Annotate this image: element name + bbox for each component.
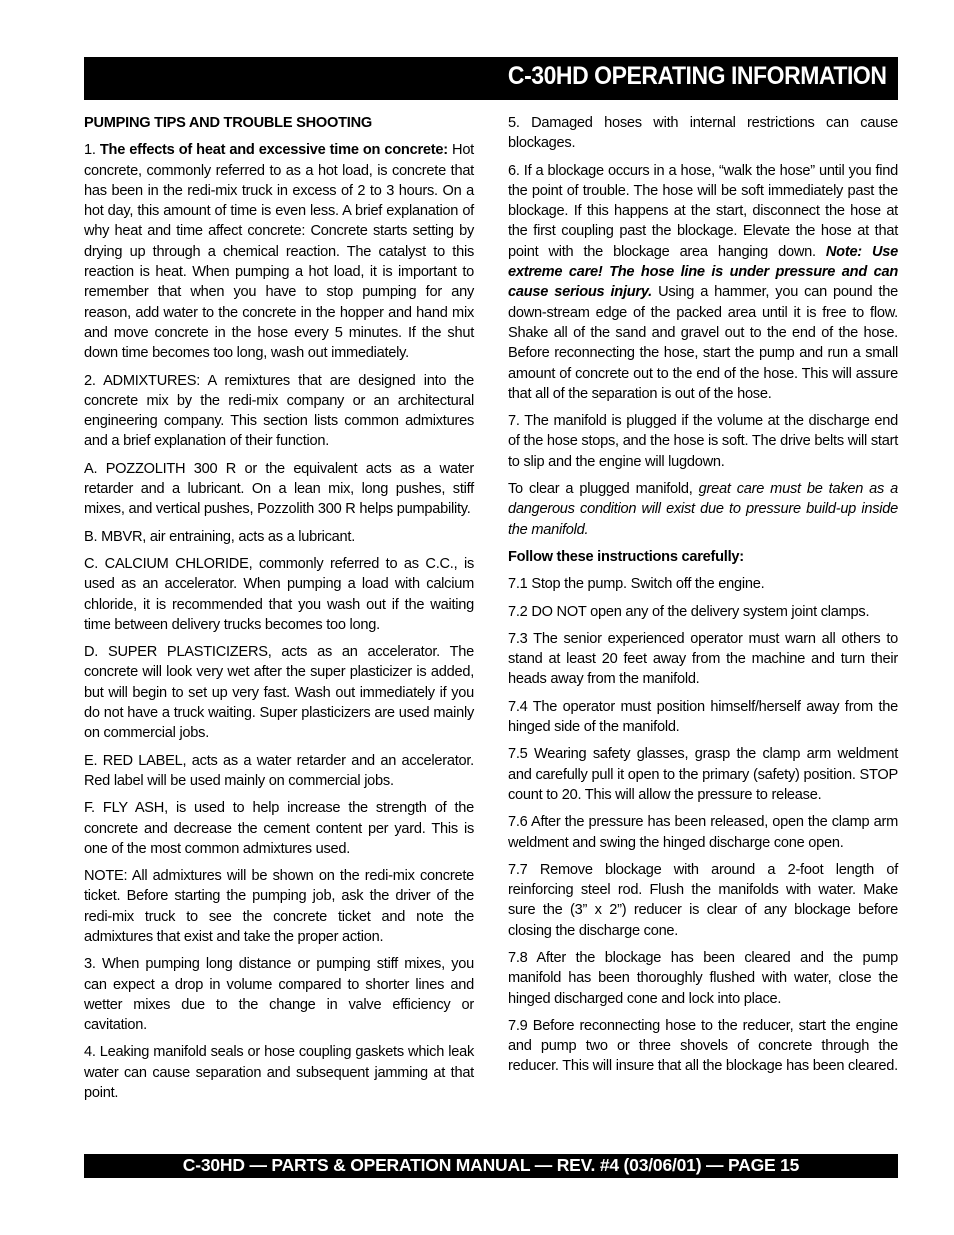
paragraph-clear-manifold	[508, 479, 898, 540]
page-footer: C-30HD — PARTS & OPERATION MANUAL — REV. #4 (03/06/01) — PAGE 15	[182, 1155, 800, 1175]
paragraph-2: 2. ADMIXTURES: A remixtures that are designed into the concrete mix by the redi-mix company or an architectural engineering company. This section lists common admixtures and a brief explanation of their function.	[84, 372, 474, 450]
section-title: PUMPING TIPS AND TROUBLE SHOOTING	[84, 115, 372, 131]
paragraph-1	[84, 140, 474, 363]
paragraph-c: C. CALCIUM CHLORIDE, commonly referred to as C.C., is used as an accelerator. When pumping a load with calcium chloride, it is recommended that you wash out if the waiting time between delivery trucks becomes too long.	[84, 555, 474, 633]
page-header-bar	[84, 57, 898, 100]
step-7-3: 7.3 The senior experienced operator must warn all others to stand at least 20 feet away from the machine and turn their heads away from the manifold.	[508, 630, 898, 688]
paragraph-6-end: Using a hammer, you can pound the down-stream edge of the packed area until it is free to flow. Shake all of the sand and gravel out to the end of the hose. Before reconnecting the hose, start the pump and run a small amount of concrete out to the end of the hose. This will assure that all of the separation is out of the hose.	[508, 284, 898, 402]
paragraph-1-number: 1.	[84, 142, 100, 159]
paragraph-a: A. POZZOLITH 300 R or the equivalent acts as a water retarder and a lubricant. On a lean mix, long pushes, stiff mixes, and vertical pushes, Pozzolith 300 R helps pumpability.	[84, 460, 474, 518]
paragraph-6-start: 6. If a blockage occurs in a hose, “walk the hose” until you find the point of trouble. The hose will be soft immediately past the blockage. If this happens at the start, disconnect the hose at the first coupling past the blockage. Elevate the hose at that point with the blockage area hanging down.	[508, 162, 898, 260]
paragraph-e: E. RED LABEL, acts as a water retarder and an accelerator. Red label will be used mainly on commercial jobs.	[84, 752, 474, 789]
paragraph-d: D. SUPER PLASTICIZERS, acts as an accelerator. The concrete will look very wet after the super plasticizer is added, but will begin to set up very fast. Wash out immediately if you do not have a truck waiting. Super plasticizers are used mainly on commercial jobs.	[84, 644, 474, 742]
paragraph-6	[508, 161, 898, 405]
paragraph-5: 5. Damaged hoses with internal restrictions can cause blockages.	[508, 115, 898, 152]
left-column	[84, 113, 474, 1110]
paragraph-1-body: Hot concrete, commonly referred to as a hot load, is concrete that has been in the redi-mix truck in excess of 2 to 3 hours. On a hot day, this amount of time is even less. A brief explanation of why heat and time affect concrete: Concrete starts setting by drying up through a chemical reaction. The catalyst to this reaction is heat. When pumping a hot load, it is important to remember that when you have to stop pumping for any reason, add water to the concrete in the hopper and hand mix and move concrete in the hose every 5 minutes. If the shut down time becomes too long, wash out immediately.	[84, 142, 474, 362]
paragraph-7: 7. The manifold is plugged if the volume at the discharge end of the hose stops, and the hose is soft. The drive belts will start to slip and the engine will lugdown.	[508, 413, 898, 470]
step-7-7: 7.7 Remove blockage with around a 2-foot length of reinforcing steel rod. Flush the manifolds with water. Make sure the (3” x 2”) reducer is clear of any blockage before closing the discharge cone.	[508, 861, 898, 939]
step-7-4: 7.4 The operator must position himself/herself away from the hinged side of the manifold.	[508, 698, 898, 736]
step-7-1: 7.1 Stop the pump. Switch off the engine.	[508, 576, 765, 593]
paragraph-b: B. MBVR, air entraining, acts as a lubricant.	[84, 528, 356, 545]
step-7-8: 7.8 After the blockage has been cleared and the pump manifold has been thoroughly flushed with water, close the hinged discharged cone and lock into place.	[508, 949, 898, 1007]
clear-manifold-warning: great care must be taken as a dangerous condition will exist due to pressure build-up inside the manifold.	[508, 481, 899, 538]
paragraph-f: F. FLY ASH, is used to help increase the strength of the concrete and decrease the cement content per yard. This is one of the most common admixtures used.	[84, 800, 474, 857]
step-7-5: 7.5 Wearing safety glasses, grasp the clamp arm weldment and carefully pull it open to the primary (safety) position. STOP count to 20. This will allow the pressure to release.	[508, 746, 898, 803]
paragraph-3: 3. When pumping long distance or pumping stiff mixes, you can expect a drop in volume compared to shorter lines and wetter mixes due to the change in valve efficiency or cavitation.	[84, 956, 474, 1034]
step-7-2: 7.2 DO NOT open any of the delivery system joint clamps.	[508, 603, 870, 620]
paragraph-1-heading: The effects of heat and excessive time on concrete:	[99, 142, 448, 159]
instructions-heading: Follow these instructions carefully:	[508, 548, 744, 565]
paragraph-6-warning: Note: Use extreme care! The hose line is under pressure and can cause serious injury.	[508, 243, 899, 301]
right-column	[508, 113, 898, 1084]
clear-manifold-text: To clear a plugged manifold,	[508, 481, 699, 498]
page-footer-bar	[84, 1154, 898, 1178]
step-7-6: 7.6 After the pressure has been released, open the clamp arm weldment and swing the hinged discharge cone open.	[508, 814, 898, 851]
page-title: C-30HD OPERATING INFORMATION	[507, 62, 886, 90]
step-7-9: 7.9 Before reconnecting hose to the reducer, start the engine and pump two or three shovels of concrete through the reducer. This will insure that all the blockage has been cleared.	[508, 1017, 898, 1075]
paragraph-note: NOTE: All admixtures will be shown on the redi-mix concrete ticket. Before starting the pumping job, ask the driver of the redi-mix truck to see the concrete ticket and note the admixtures that exist and take the proper action.	[84, 868, 474, 945]
paragraph-4: 4. Leaking manifold seals or hose coupling gaskets which leak water can cause separation and subsequent jamming at that point.	[84, 1044, 474, 1102]
